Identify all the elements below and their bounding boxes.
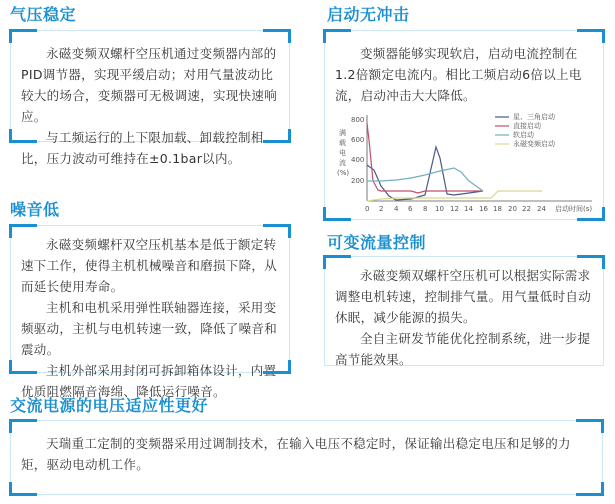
- y-axis-label-char: 满: [339, 129, 346, 137]
- corner-bracket: [9, 482, 37, 496]
- svg-text:软启动: 软启动: [513, 131, 534, 139]
- section-title-low-noise: 噪音低: [10, 200, 60, 219]
- svg-text:6: 6: [408, 205, 413, 213]
- series-star-delta: [367, 147, 483, 200]
- startup-current-chart: [337, 109, 597, 214]
- svg-text:14: 14: [464, 205, 473, 213]
- chart-legend: [495, 112, 555, 148]
- y-tick: 200: [351, 177, 365, 185]
- section-box-variable-flow: [324, 256, 604, 366]
- svg-text:0: 0: [365, 205, 370, 213]
- svg-text:2: 2: [379, 205, 384, 213]
- corner-bracket: [9, 224, 37, 238]
- corner-bracket: [263, 29, 291, 43]
- corner-bracket: [323, 29, 351, 43]
- svg-text:10: 10: [435, 205, 444, 213]
- section-title-variable-flow: 可变流量控制: [327, 233, 427, 252]
- corner-bracket: [577, 255, 605, 269]
- section-box-pressure-stability: [10, 30, 290, 166]
- svg-text:8: 8: [423, 205, 428, 213]
- paragraph: 永磁变频双螺杆空压机可以根据实际需求调整电机转速，控制排气量。用气量低时自动休眠，减少能源的损失。: [335, 268, 592, 325]
- section-title-no-start-impact: 启动无冲击: [327, 5, 410, 24]
- y-axis-label-char: 流: [339, 159, 346, 167]
- corner-bracket: [577, 29, 605, 43]
- svg-text:16: 16: [479, 205, 488, 213]
- svg-text:12: 12: [450, 205, 459, 213]
- section-box-low-noise: [10, 225, 290, 399]
- paragraph: 与工频运行的上下限加载、卸载控制相比，压力波动可维持在±0.1bar以内。: [21, 130, 264, 166]
- x-ticks: [365, 204, 592, 213]
- paragraph: 主机外部采用封闭可拆卸箱体设计，内置优质阻燃隔音海绵、降低运行噪音。: [21, 363, 277, 399]
- corner-bracket: [9, 29, 37, 43]
- svg-text:4: 4: [394, 205, 399, 213]
- paragraph: 永磁变频螺杆双空压机基本是低于额定转速下工作，使得主机机械噪音和磨损下降，从而延长使用寿命。: [21, 237, 278, 294]
- y-tick: 600: [351, 136, 365, 144]
- y-axis-label-unit: (%): [337, 169, 350, 177]
- corner-bracket: [323, 255, 351, 269]
- svg-text:直接启动: 直接启动: [513, 122, 541, 130]
- section-box-no-start-impact: [324, 30, 604, 220]
- paragraph: 变频器能够实现软启，启动电流控制在1.2倍额定电流内。相比工频启动6倍以上电流，启动冲击大大降低。: [335, 46, 582, 103]
- corner-bracket: [9, 360, 37, 374]
- paragraph: 天瑞重工定制的变频器采用过调制技术，在输入电压不稳定时，保证输出稳定电压和足够的力矩，驱动电动机工作。: [21, 436, 571, 472]
- section-title-voltage-adaptability: 交流电源的电压适应性更好: [10, 396, 209, 415]
- corner-bracket: [576, 482, 604, 496]
- section-title-pressure-stability: 气压稳定: [10, 5, 77, 24]
- svg-text:星、三角启动: 星、三角启动: [513, 113, 555, 121]
- y-axis-label-char: 电: [339, 149, 346, 157]
- corner-bracket: [263, 129, 291, 143]
- svg-text:22: 22: [522, 205, 531, 213]
- series-direct: [367, 123, 483, 193]
- x-axis-label: 启动时间(s): [555, 205, 593, 213]
- corner-bracket: [263, 360, 291, 374]
- svg-text:24: 24: [537, 205, 546, 213]
- corner-bracket: [9, 419, 37, 433]
- y-axis-label-char: 载: [339, 139, 346, 147]
- corner-bracket: [9, 129, 37, 143]
- series-pm-vfd: [367, 191, 542, 201]
- svg-text:18: 18: [493, 205, 502, 213]
- section-box-voltage-adaptability: [10, 420, 603, 495]
- series-soft: [367, 168, 483, 191]
- svg-text:永磁变频启动: 永磁变频启动: [513, 140, 555, 148]
- paragraph: 永磁变频双螺杆空压机通过变频器内部的PID调节器，实现平缓启动；对用气量波动比较大的场合，变频器可无极调速，实现快速响应。: [21, 46, 278, 124]
- corner-bracket: [576, 419, 604, 433]
- y-tick: 800: [351, 116, 365, 124]
- svg-text:20: 20: [508, 205, 517, 213]
- paragraph: 全自主研发节能优化控制系统，进一步提高节能效果。: [335, 331, 591, 367]
- paragraph: 主机和电机采用弹性联轴器连接，采用变频驱动，主机与电机转速一致，降低了噪音和震动。: [21, 300, 278, 357]
- corner-bracket: [263, 224, 291, 238]
- y-tick: 400: [351, 156, 365, 164]
